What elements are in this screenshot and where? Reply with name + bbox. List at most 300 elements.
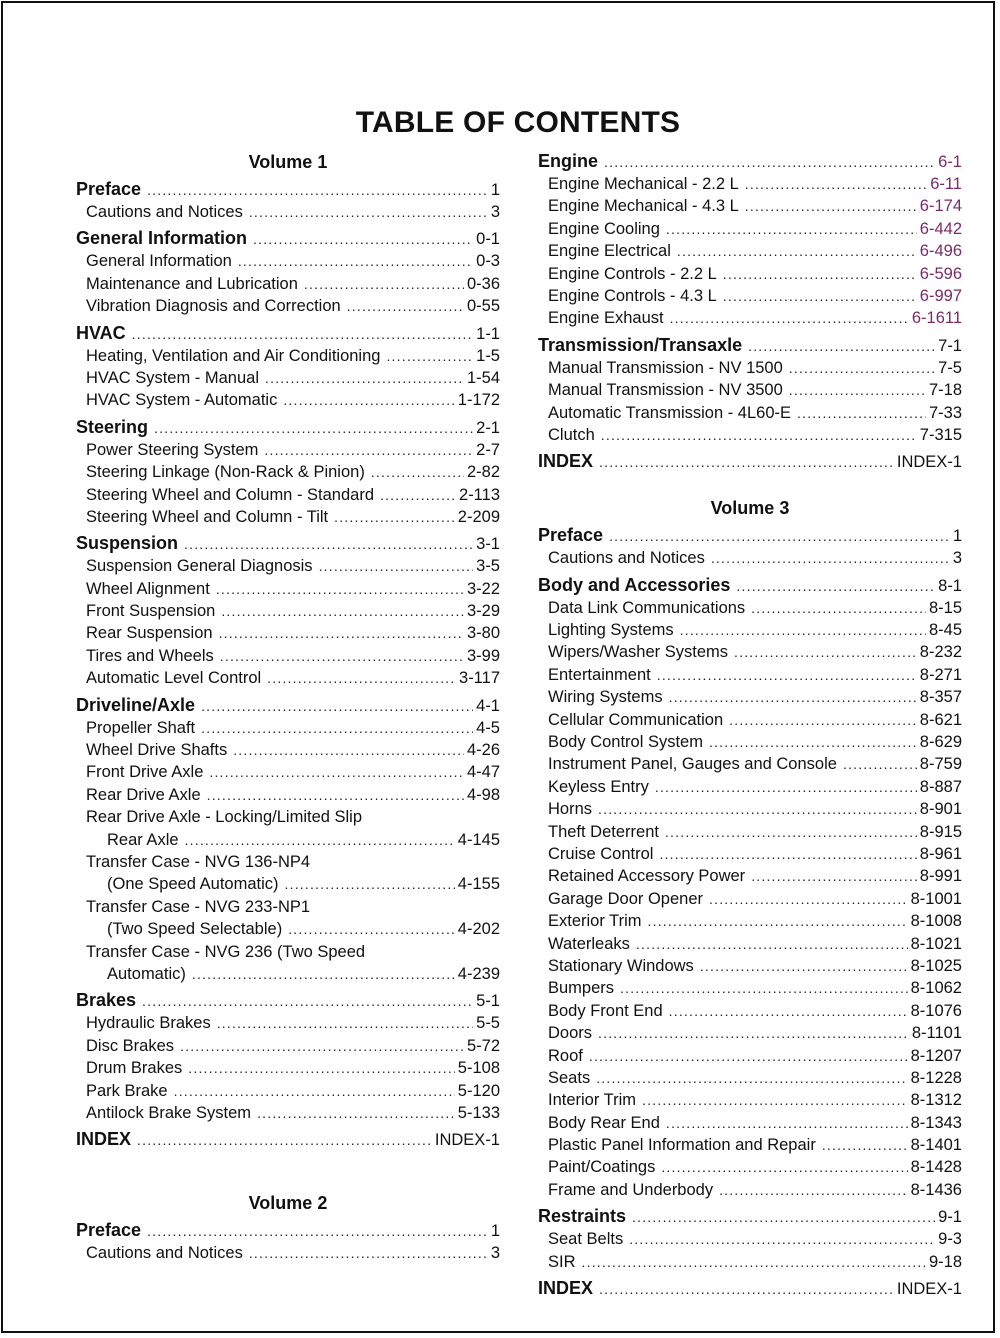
dot-leader: [154, 417, 473, 440]
toc-entry-bumpers-page: 8-1062: [910, 979, 962, 998]
toc-entry-interior-trim-page: 8-1312: [910, 1091, 962, 1110]
dot-leader: [665, 821, 917, 843]
toc-entry-plastic-panel-information-and-repair-page: 8-1401: [910, 1136, 962, 1155]
toc-entry-lighting-systems-label: Lighting Systems: [548, 621, 674, 640]
dot-leader: [201, 695, 473, 718]
toc-entry-engine-electrical-label: Engine Electrical: [548, 242, 671, 261]
toc-entry-cellular-communication-page: 8-621: [919, 710, 962, 729]
toc-heading-steering[interactable]: [76, 416, 500, 439]
page-title: TABLE OF CONTENTS: [355, 106, 681, 139]
dot-leader: [147, 179, 488, 202]
toc-entry-engine-cooling-label: Engine Cooling: [548, 219, 660, 238]
toc-heading-index-label: INDEX: [538, 1278, 594, 1299]
toc-entry-data-link-communications-label: Data Link Communications: [548, 598, 746, 617]
toc-entry-manual-transmission-nv-1500-label: Manual Transmission - NV 1500: [548, 358, 783, 377]
toc-entry-hvac-system-automatic-page: 1-172: [457, 391, 500, 410]
toc-entry-instrument-panel-gauges-and-console[interactable]: [538, 753, 962, 775]
dot-leader: [822, 1134, 908, 1156]
dot-leader: [285, 873, 455, 895]
toc-entry-front-suspension-page: 3-29: [466, 602, 500, 621]
toc-entry-transfer-case-nvg-136-np4[interactable]: [76, 851, 500, 873]
toc-entry-wipers-washer-systems[interactable]: [538, 641, 962, 663]
toc-entry-disc-brakes[interactable]: [76, 1035, 500, 1057]
toc-entry-theft-deterrent-label: Theft Deterrent: [548, 822, 659, 841]
toc-section-restraints: [538, 1205, 962, 1273]
dot-leader: [220, 645, 464, 667]
toc-entry-suspension-general-diagnosis[interactable]: [76, 555, 500, 577]
toc-entry-transfer-case-nvg-236-two-speed-label: Transfer Case - NVG 236 (Two Speed: [86, 942, 366, 961]
toc-entry-body-rear-end[interactable]: [538, 1112, 962, 1134]
dot-leader: [264, 439, 473, 461]
dot-leader: [729, 709, 917, 731]
toc-heading-index[interactable]: [538, 1277, 962, 1300]
toc-entry-engine-mechanical-4-3-l-label: Engine Mechanical - 4.3 L: [548, 197, 739, 216]
toc-entry-roof[interactable]: [538, 1045, 962, 1067]
dot-leader: [221, 600, 464, 622]
toc-entry-body-control-system-label: Body Control System: [548, 733, 703, 752]
toc-section-index: [76, 1128, 500, 1151]
toc-heading-preface-label: Preface: [538, 525, 604, 546]
toc-entry-wheel-drive-shafts-page: 4-26: [466, 741, 500, 760]
toc-entry-drum-brakes-label: Drum Brakes: [86, 1059, 183, 1078]
toc-entry-doors-page: 8-1101: [911, 1024, 962, 1043]
dot-leader: [599, 451, 894, 474]
toc-entry-engine-mechanical-2-2-l-page: 6-11: [930, 175, 962, 193]
toc-entry-exterior-trim[interactable]: [538, 910, 962, 932]
toc-entry-entertainment-label: Entertainment: [548, 665, 651, 684]
toc-entry-heating-ventilation-and-air-conditioning[interactable]: [76, 345, 500, 367]
toc-heading-suspension-label: Suspension: [76, 533, 179, 554]
toc-entry-wheel-alignment-page: 3-22: [466, 579, 500, 598]
toc-entry-data-link-communications-page: 8-15: [928, 598, 962, 617]
toc-entry-sir-label: SIR: [548, 1252, 576, 1271]
toc-entry-continuation-page: 4-239: [457, 964, 500, 983]
dot-leader: [147, 1220, 488, 1243]
dot-leader: [267, 667, 456, 689]
toc-entry-engine-controls-2-2-l[interactable]: [538, 263, 962, 285]
toc-entry-cautions-and-notices[interactable]: [76, 1242, 500, 1264]
toc-section-driveline-axle: [76, 694, 500, 986]
toc-entry-body-rear-end-page: 8-1343: [910, 1113, 962, 1132]
toc-entry-garage-door-opener[interactable]: [538, 888, 962, 910]
toc-entry-seats[interactable]: [538, 1067, 962, 1089]
toc-entry-hydraulic-brakes-label: Hydraulic Brakes: [86, 1014, 211, 1033]
toc-entry-engine-controls-4-3-l-page: 6-997: [919, 286, 962, 305]
toc-entry-disc-brakes-page: 5-72: [466, 1036, 500, 1055]
toc-entry-steering-linkage-non-rack-pinion-label: Steering Linkage (Non-Rack & Pinion): [86, 463, 365, 482]
toc-entry-transfer-case-nvg-233-np1-label: Transfer Case - NVG 233-NP1: [86, 897, 311, 916]
dot-leader: [636, 933, 908, 955]
toc-heading-engine-label: Engine: [538, 151, 599, 171]
toc-entry-rear-suspension-label: Rear Suspension: [86, 624, 213, 643]
toc-entry-hydraulic-brakes-page: 5-5: [476, 1014, 500, 1033]
dot-leader: [745, 195, 917, 217]
toc-heading-general-information-label: General Information: [76, 228, 248, 249]
dot-leader: [843, 753, 917, 775]
volume-heading-volume-3: Volume 3: [710, 498, 790, 519]
toc-section-preface: [76, 1219, 500, 1264]
toc-heading-body-and-accessories[interactable]: [538, 574, 962, 597]
dot-leader: [751, 865, 917, 887]
dot-leader: [789, 357, 935, 379]
toc-entry-frame-and-underbody[interactable]: [538, 1179, 962, 1201]
toc-entry-cruise-control[interactable]: [538, 843, 962, 865]
toc-entry-continuation[interactable]: [76, 918, 500, 940]
toc-entry-wiring-systems-label: Wiring Systems: [548, 688, 663, 707]
toc-entry-transfer-case-nvg-233-np1[interactable]: [76, 896, 500, 918]
toc-entry-continuation-label: Rear Axle: [107, 830, 179, 849]
toc-entry-clutch[interactable]: [538, 424, 962, 446]
dot-leader: [207, 784, 464, 806]
toc-entry-maintenance-and-lubrication[interactable]: [76, 273, 500, 295]
toc-entry-paint-coatings-page: 8-1428: [910, 1158, 962, 1177]
toc-entry-disc-brakes-label: Disc Brakes: [86, 1036, 175, 1055]
toc-entry-hvac-system-manual[interactable]: [76, 367, 500, 389]
toc-heading-body-and-accessories-label: Body and Accessories: [538, 574, 731, 595]
dot-leader: [219, 622, 464, 644]
toc-heading-suspension[interactable]: [76, 532, 500, 555]
toc-entry-steering-wheel-and-column-standard[interactable]: [76, 484, 500, 506]
toc-entry-automatic-level-control-page: 3-117: [459, 669, 500, 688]
toc-entry-manual-transmission-nv-1500-page: 7-5: [938, 358, 962, 377]
toc-entry-engine-mechanical-4-3-l[interactable]: [538, 195, 962, 217]
dot-leader: [723, 263, 917, 285]
dot-leader: [609, 525, 950, 548]
toc-entry-general-information-page: 0-3: [476, 252, 500, 271]
toc-entry-stationary-windows-label: Stationary Windows: [548, 956, 694, 975]
toc-entry-engine-controls-4-3-l[interactable]: [538, 285, 962, 307]
toc-entry-engine-mechanical-2-2-l-label: Engine Mechanical - 2.2 L: [548, 175, 739, 193]
toc-heading-index[interactable]: [76, 1128, 500, 1151]
toc-entry-rear-drive-axle-label: Rear Drive Axle: [86, 785, 201, 804]
dot-leader: [283, 389, 454, 411]
dot-leader: [748, 335, 935, 358]
toc-entry-cellular-communication[interactable]: [538, 709, 962, 731]
toc-heading-index-label: INDEX: [76, 1129, 132, 1150]
toc-heading-index-page: INDEX-1: [896, 1280, 962, 1299]
toc-entry-front-drive-axle[interactable]: [76, 761, 500, 783]
dot-leader: [589, 1045, 908, 1067]
toc-entry-propeller-shaft-page: 4-5: [476, 718, 500, 737]
toc-entry-wipers-washer-systems-label: Wipers/Washer Systems: [548, 643, 729, 662]
toc-entry-cautions-and-notices-label: Cautions and Notices: [548, 549, 705, 568]
toc-entry-park-brake-label: Park Brake: [86, 1081, 168, 1100]
toc-heading-preface[interactable]: [76, 1219, 500, 1242]
toc-entry-propeller-shaft-label: Propeller Shaft: [86, 718, 196, 737]
toc-entry-waterleaks[interactable]: [538, 933, 962, 955]
dot-leader: [347, 295, 464, 317]
toc-heading-brakes[interactable]: [76, 989, 500, 1012]
toc-heading-index[interactable]: [538, 450, 962, 473]
toc-heading-hvac-label: HVAC: [76, 322, 126, 343]
toc-entry-hvac-system-automatic-label: HVAC System - Automatic: [86, 391, 278, 410]
toc-entry-continuation-page: 4-202: [457, 920, 500, 939]
toc-entry-engine-controls-2-2-l-page: 6-596: [919, 264, 962, 283]
toc-entry-clutch-label: Clutch: [548, 425, 595, 444]
dot-leader: [709, 731, 917, 753]
toc-entry-steering-wheel-and-column-tilt[interactable]: [76, 506, 500, 528]
toc-entry-instrument-panel-gauges-and-console-page: 8-759: [919, 755, 962, 774]
toc-entry-continuation[interactable]: [76, 829, 500, 851]
toc-entry-roof-label: Roof: [548, 1046, 583, 1065]
toc-entry-stationary-windows[interactable]: [538, 955, 962, 977]
toc-entry-seats-page: 8-1228: [910, 1068, 962, 1087]
toc-entry-cautions-and-notices[interactable]: [76, 201, 500, 223]
dot-leader: [666, 1112, 908, 1134]
toc-entry-data-link-communications[interactable]: [538, 597, 962, 619]
toc-entry-engine-exhaust[interactable]: [538, 307, 962, 329]
toc-entry-body-front-end-page: 8-1076: [910, 1001, 962, 1020]
toc-entry-power-steering-system[interactable]: [76, 439, 500, 461]
toc-entry-manual-transmission-nv-3500-page: 7-18: [928, 381, 962, 400]
toc-heading-index-page: INDEX-1: [896, 453, 962, 472]
toc-entry-horns-page: 8-901: [919, 800, 962, 819]
toc-entry-cautions-and-notices-page: 3: [490, 1244, 500, 1263]
toc-entry-engine-electrical-page: 6-496: [919, 242, 962, 261]
toc-entry-retained-accessory-power-label: Retained Accessory Power: [548, 867, 746, 886]
toc-heading-driveline-axle[interactable]: [76, 694, 500, 717]
toc-entry-heating-ventilation-and-air-conditioning-page: 1-5: [476, 346, 500, 365]
toc-entry-horns[interactable]: [538, 798, 962, 820]
toc-entry-vibration-diagnosis-and-correction-page: 0-55: [466, 297, 500, 316]
dot-leader: [253, 228, 473, 251]
toc-entry-vibration-diagnosis-and-correction-label: Vibration Diagnosis and Correction: [86, 297, 341, 316]
dot-leader: [249, 1242, 488, 1264]
toc-entry-continuation-page: 4-145: [457, 830, 500, 849]
toc-entry-rear-drive-axle[interactable]: [76, 784, 500, 806]
toc-entry-retained-accessory-power-page: 8-991: [919, 867, 962, 886]
toc-heading-restraints-label: Restraints: [538, 1206, 627, 1227]
toc-entry-keyless-entry[interactable]: [538, 776, 962, 798]
dot-leader: [257, 1102, 455, 1124]
toc-entry-power-steering-system-label: Power Steering System: [86, 440, 259, 459]
dot-leader: [669, 686, 917, 708]
toc-entry-body-front-end[interactable]: [538, 1000, 962, 1022]
dot-leader: [700, 955, 908, 977]
toc-heading-steering-label: Steering: [76, 416, 149, 437]
dot-leader: [677, 240, 917, 262]
toc-entry-rear-suspension[interactable]: [76, 622, 500, 644]
toc-entry-frame-and-underbody-page: 8-1436: [910, 1180, 962, 1199]
toc-entry-sir[interactable]: [538, 1251, 962, 1273]
toc-entry-bumpers[interactable]: [538, 977, 962, 999]
toc-entry-suspension-general-diagnosis-page: 3-5: [476, 557, 500, 576]
dot-leader: [380, 484, 456, 506]
toc-entry-maintenance-and-lubrication-page: 0-36: [466, 274, 500, 293]
toc-heading-preface[interactable]: [538, 524, 962, 547]
dot-leader: [265, 367, 464, 389]
dot-leader: [745, 173, 927, 195]
toc-heading-transmission-transaxle[interactable]: [538, 334, 962, 357]
toc-entry-wiring-systems[interactable]: [538, 686, 962, 708]
dot-leader: [599, 1278, 894, 1301]
toc-entry-entertainment[interactable]: [538, 664, 962, 686]
toc-left-column: [76, 150, 500, 1269]
toc-entry-front-drive-axle-label: Front Drive Axle: [86, 763, 204, 782]
toc-entry-steering-wheel-and-column-tilt-label: Steering Wheel and Column - Tilt: [86, 507, 329, 526]
toc-entry-garage-door-opener-page: 8-1001: [910, 889, 962, 908]
dot-leader: [709, 888, 908, 910]
toc-heading-driveline-axle-page: 4-1: [476, 696, 500, 715]
dot-leader: [797, 402, 926, 424]
toc-entry-hvac-system-automatic[interactable]: [76, 389, 500, 411]
dot-leader: [137, 1129, 432, 1152]
toc-entry-seats-label: Seats: [548, 1068, 591, 1087]
toc-entry-engine-mechanical-2-2-l[interactable]: [538, 173, 962, 195]
toc-heading-preface-page: 1: [490, 1222, 500, 1241]
dot-leader: [184, 533, 473, 556]
toc-section-transmission-transaxle: [538, 334, 962, 447]
toc-heading-restraints[interactable]: [538, 1205, 962, 1228]
dot-leader: [249, 201, 488, 223]
dot-leader: [334, 506, 455, 528]
toc-entry-vibration-diagnosis-and-correction[interactable]: [76, 295, 500, 317]
toc-entry-doors[interactable]: [538, 1022, 962, 1044]
dot-leader: [233, 739, 464, 761]
toc-entry-rear-suspension-page: 3-80: [466, 624, 500, 643]
toc-entry-manual-transmission-nv-1500[interactable]: [538, 357, 962, 379]
toc-section-hvac: [76, 322, 500, 412]
toc-entry-continuation[interactable]: [76, 873, 500, 895]
toc-entry-wheel-drive-shafts[interactable]: [76, 739, 500, 761]
toc-entry-steering-wheel-and-column-tilt-page: 2-209: [457, 507, 500, 526]
toc-entry-engine-exhaust-label: Engine Exhaust: [548, 309, 664, 328]
toc-entry-waterleaks-page: 8-1021: [910, 934, 962, 953]
toc-entry-tires-and-wheels-page: 3-99: [466, 646, 500, 665]
toc-entry-rear-drive-axle-locking-limited-slip[interactable]: [76, 806, 500, 828]
toc-entry-garage-door-opener-label: Garage Door Opener: [548, 889, 704, 908]
toc-entry-retained-accessory-power[interactable]: [538, 865, 962, 887]
dot-leader: [582, 1251, 926, 1273]
toc-section-index: [538, 450, 962, 473]
toc-entry-steering-linkage-non-rack-pinion[interactable]: [76, 461, 500, 483]
dot-leader: [789, 379, 926, 401]
toc-heading-engine-page: 6-1: [938, 153, 962, 171]
toc-section-brakes: [76, 989, 500, 1124]
toc-entry-automatic-level-control[interactable]: [76, 667, 500, 689]
dot-leader: [188, 1057, 455, 1079]
toc-heading-preface-label: Preface: [76, 179, 142, 199]
toc-entry-automatic-transmission-4l60-e-label: Automatic Transmission - 4L60-E: [548, 403, 792, 422]
toc-heading-transmission-transaxle-label: Transmission/Transaxle: [538, 334, 743, 355]
toc-heading-general-information-page: 0-1: [476, 230, 500, 249]
toc-entry-antilock-brake-system-page: 5-133: [457, 1103, 500, 1122]
dot-leader: [655, 776, 917, 798]
toc-heading-engine[interactable]: [538, 150, 962, 173]
toc-entry-automatic-level-control-label: Automatic Level Control: [86, 669, 262, 688]
toc-entry-maintenance-and-lubrication-label: Maintenance and Lubrication: [86, 274, 298, 293]
toc-entry-general-information-label: General Information: [86, 252, 232, 271]
toc-entry-manual-transmission-nv-3500[interactable]: [538, 379, 962, 401]
toc-entry-paint-coatings[interactable]: [538, 1156, 962, 1178]
toc-entry-continuation-page: 4-155: [457, 875, 500, 894]
toc-entry-cellular-communication-label: Cellular Communication: [548, 710, 724, 729]
toc-entry-tires-and-wheels-label: Tires and Wheels: [86, 646, 214, 665]
toc-entry-cautions-and-notices-label: Cautions and Notices: [86, 203, 243, 221]
toc-entry-automatic-transmission-4l60-e[interactable]: [538, 402, 962, 424]
toc-entry-cautions-and-notices[interactable]: [538, 547, 962, 569]
toc-entry-keyless-entry-page: 8-887: [919, 777, 962, 796]
toc-entry-antilock-brake-system[interactable]: [76, 1102, 500, 1124]
toc-entry-cautions-and-notices-page: 3: [490, 203, 500, 221]
toc-entry-doors-label: Doors: [548, 1024, 593, 1043]
toc-heading-driveline-axle-label: Driveline/Axle: [76, 694, 196, 715]
toc-entry-cruise-control-page: 8-961: [919, 844, 962, 863]
toc-entry-theft-deterrent-page: 8-915: [919, 822, 962, 841]
toc-entry-plastic-panel-information-and-repair-label: Plastic Panel Information and Repair: [548, 1136, 816, 1155]
toc-entry-transfer-case-nvg-236-two-speed[interactable]: [76, 941, 500, 963]
toc-entry-body-rear-end-label: Body Rear End: [548, 1113, 660, 1132]
dot-leader: [288, 918, 455, 940]
toc-entry-bumpers-label: Bumpers: [548, 979, 615, 998]
toc-entry-plastic-panel-information-and-repair[interactable]: [538, 1134, 962, 1156]
toc-entry-steering-wheel-and-column-standard-label: Steering Wheel and Column - Standard: [86, 485, 374, 504]
toc-entry-automatic-transmission-4l60-e-page: 7-33: [928, 403, 962, 422]
toc-entry-frame-and-underbody-label: Frame and Underbody: [548, 1180, 714, 1199]
toc-entry-general-information[interactable]: [76, 250, 500, 272]
dot-leader: [201, 717, 473, 739]
volume-heading-volume-1: Volume 1: [248, 152, 328, 172]
toc-entry-cautions-and-notices-page: 3: [952, 549, 962, 568]
toc-entry-continuation-label: Automatic): [107, 964, 186, 983]
toc-entry-engine-controls-4-3-l-label: Engine Controls - 4.3 L: [548, 286, 717, 305]
toc-entry-tires-and-wheels[interactable]: [76, 645, 500, 667]
toc-entry-theft-deterrent[interactable]: [538, 821, 962, 843]
toc-entry-body-control-system[interactable]: [538, 731, 962, 753]
toc-entry-interior-trim-label: Interior Trim: [548, 1091, 637, 1110]
dot-leader: [669, 1000, 908, 1022]
toc-entry-interior-trim[interactable]: [538, 1089, 962, 1111]
dot-leader: [304, 273, 464, 295]
toc-entry-seat-belts[interactable]: [538, 1228, 962, 1250]
toc-entry-body-front-end-label: Body Front End: [548, 1001, 663, 1020]
toc-right-column: [538, 150, 962, 1304]
toc-entry-drum-brakes[interactable]: [76, 1057, 500, 1079]
toc-heading-preface[interactable]: [76, 178, 500, 201]
toc-entry-wheel-alignment[interactable]: [76, 578, 500, 600]
toc-entry-clutch-page: 7-315: [919, 425, 962, 444]
toc-entry-wheel-drive-shafts-label: Wheel Drive Shafts: [86, 741, 228, 760]
toc-entry-hydraulic-brakes[interactable]: [76, 1012, 500, 1034]
dot-leader: [216, 578, 464, 600]
toc-heading-hvac[interactable]: [76, 322, 500, 345]
volume-heading-volume-2: Volume 2: [248, 1193, 328, 1214]
toc-entry-continuation[interactable]: [76, 963, 500, 985]
dot-leader: [719, 1179, 908, 1201]
dot-leader: [371, 461, 464, 483]
toc-entry-lighting-systems[interactable]: [538, 619, 962, 641]
dot-leader: [132, 323, 473, 346]
dot-leader: [723, 285, 917, 307]
toc-entry-engine-exhaust-page: 6-1611: [911, 309, 962, 328]
toc-entry-engine-cooling[interactable]: [538, 218, 962, 240]
toc-entry-steering-wheel-and-column-standard-page: 2-113: [459, 485, 500, 504]
toc-entry-front-suspension[interactable]: [76, 600, 500, 622]
toc-heading-preface-page: 1: [952, 527, 962, 546]
toc-entry-front-suspension-label: Front Suspension: [86, 602, 216, 621]
dot-leader: [670, 307, 909, 329]
dot-leader: [648, 910, 908, 932]
toc-entry-instrument-panel-gauges-and-console-label: Instrument Panel, Gauges and Console: [548, 755, 837, 774]
toc-entry-rear-drive-axle-locking-limited-slip-label: Rear Drive Axle - Locking/Limited Slip: [86, 808, 363, 827]
toc-heading-transmission-transaxle-page: 7-1: [938, 336, 962, 355]
toc-entry-drum-brakes-page: 5-108: [457, 1059, 500, 1078]
toc-entry-park-brake[interactable]: [76, 1080, 500, 1102]
toc-heading-general-information[interactable]: [76, 227, 500, 250]
dot-leader: [185, 829, 455, 851]
toc-entry-propeller-shaft[interactable]: [76, 717, 500, 739]
toc-entry-engine-electrical[interactable]: [538, 240, 962, 262]
